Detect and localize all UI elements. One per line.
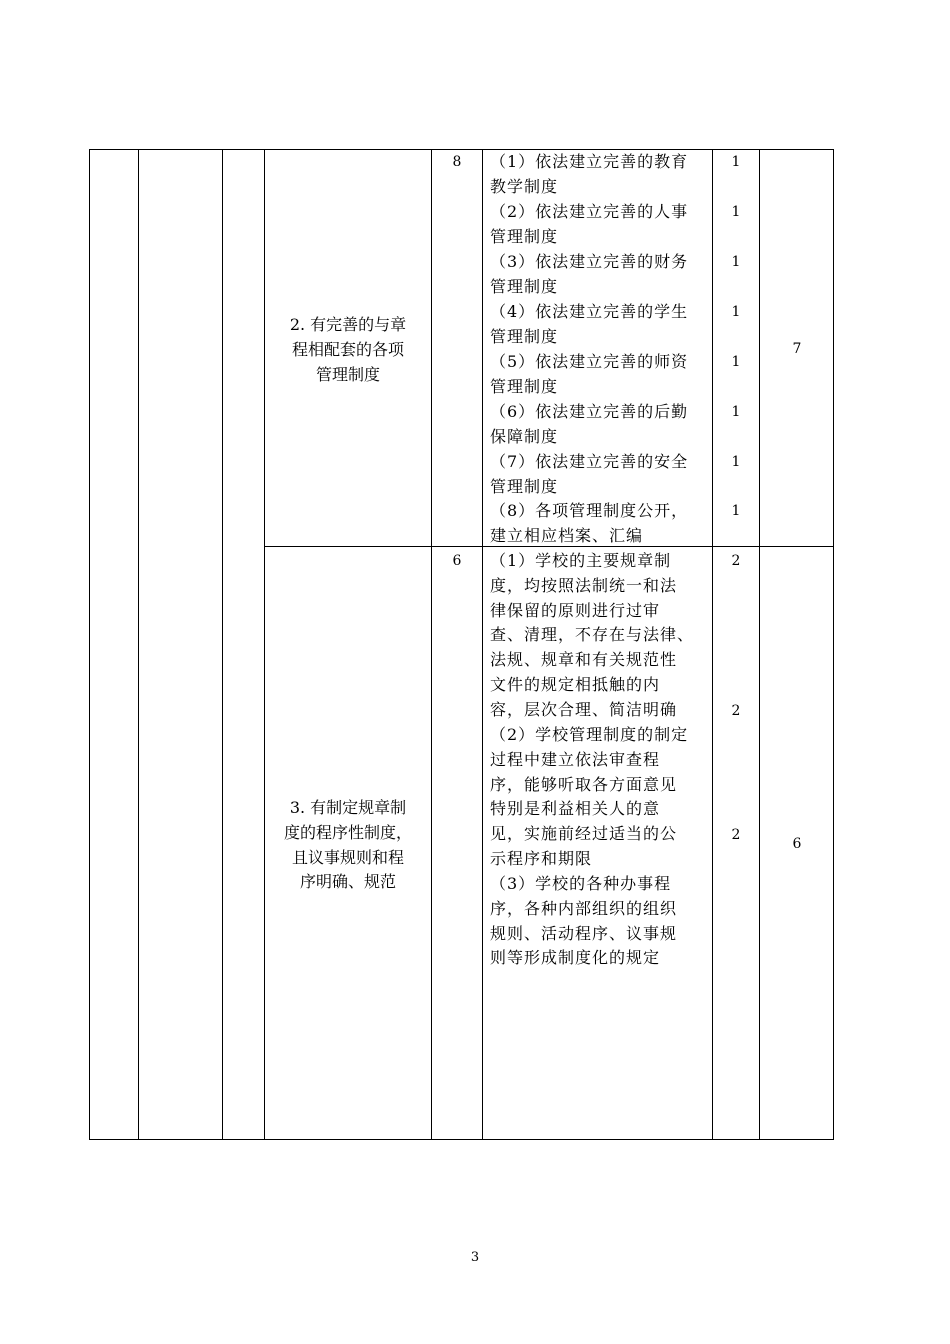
criterion-text: （3）学校的各种办事程 序，各种内部组织的组织 规则、活动程序、议事规 则等形成制度化的规定 bbox=[490, 874, 678, 968]
criterion-score: 2 bbox=[731, 827, 741, 843]
row-total: 6 bbox=[792, 836, 802, 852]
column-divider bbox=[431, 149, 432, 1140]
column-divider bbox=[712, 149, 713, 1140]
criterion-score: 1 bbox=[731, 304, 741, 320]
criterion-text: （8）各项管理制度公开， 建立相应档案、汇编 bbox=[490, 501, 689, 545]
criterion-text: （2）依法建立完善的人事 管理制度 bbox=[490, 202, 689, 246]
criterion-text: （3）依法建立完善的财务 管理制度 bbox=[490, 252, 689, 296]
column-divider bbox=[482, 149, 483, 1140]
page-number: 3 bbox=[470, 1250, 480, 1265]
column-divider bbox=[759, 149, 760, 1140]
criterion-score: 2 bbox=[731, 553, 741, 569]
criterion-text: （6）依法建立完善的后勤 保障制度 bbox=[490, 402, 689, 446]
criterion-text: （7）依法建立完善的安全 管理制度 bbox=[490, 452, 689, 496]
criterion-text: （2）学校管理制度的制定 过程中建立依法审查程 序，能够听取各方面意见 特别是利益相关人的意 见，实施前经过适当的公 示程序和期限 bbox=[490, 725, 689, 868]
criterion-score: 1 bbox=[731, 404, 741, 420]
criterion-score: 1 bbox=[731, 503, 741, 519]
column-divider bbox=[138, 149, 139, 1140]
criterion-text: （1）学校的主要规章制 度，均按照法制统一和法 律保留的原则进行过审 查、清理，不存在与法律、 法规、规章和有关规范性 文件的规定相抵触的内 容，层次合理、简洁明确 bbox=[490, 551, 695, 719]
row-total: 7 bbox=[792, 341, 802, 357]
column-divider bbox=[264, 149, 265, 1140]
criterion-score: 1 bbox=[731, 254, 741, 270]
item-points: 6 bbox=[452, 553, 462, 569]
criterion-score: 1 bbox=[731, 204, 741, 220]
table-row-item-label: 2. 有完善的与章 程相配套的各项 管理制度 bbox=[289, 315, 407, 384]
criterion-score: 1 bbox=[731, 154, 741, 170]
criterion-text: （1）依法建立完善的教育 教学制度 bbox=[490, 152, 689, 196]
column-divider bbox=[222, 149, 223, 1140]
criterion-text: （4）依法建立完善的学生 管理制度 bbox=[490, 302, 689, 346]
criterion-text: （5）依法建立完善的师资 管理制度 bbox=[490, 352, 689, 396]
criterion-score: 1 bbox=[731, 454, 741, 470]
criterion-score: 2 bbox=[731, 703, 741, 719]
item-points: 8 bbox=[452, 154, 462, 170]
criterion-score: 1 bbox=[731, 354, 741, 370]
evaluation-table bbox=[89, 149, 834, 1140]
table-row-item-label: 3. 有制定规章制 度的程序性制度， 且议事规则和程 序明确、规范 bbox=[283, 798, 412, 892]
